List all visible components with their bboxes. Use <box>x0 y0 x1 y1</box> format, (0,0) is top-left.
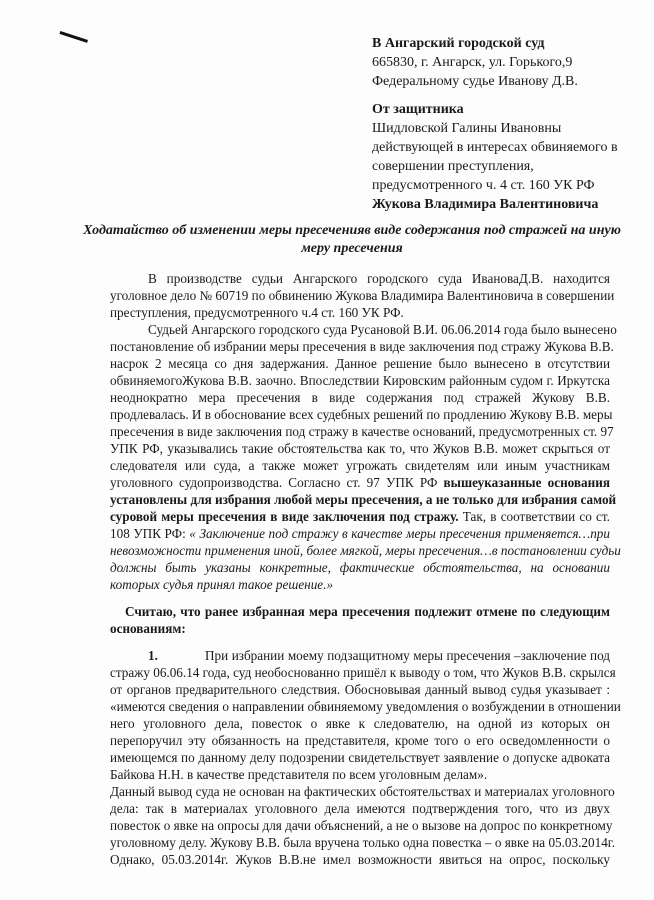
text-line <box>110 620 610 637</box>
accused-name: Жукова Владимира Валентиновича <box>372 197 599 212</box>
pen-stroke-mark <box>60 31 88 42</box>
text-segment: перепоручил эту обязанность на представителя, кроме того о его осведомленности о <box>110 733 610 748</box>
text-line <box>110 304 610 321</box>
text-line <box>110 817 613 834</box>
text-segment: уголовное дело № 60719 по обвинению Жукова Владимира Валентиновича в совершении <box>110 288 615 303</box>
text-segment: которых судья принял такое решение.» <box>110 577 334 592</box>
text-segment: постановление об избрании меры пресечения в виде заключения под стражу Жукова В.В. <box>110 339 614 354</box>
text-segment: неоднократно мера пресечения в виде содержания под стражей Жукову В.В. <box>110 390 610 405</box>
text-line <box>110 389 610 406</box>
text-segment: имеющемся по данному делу подозрении свидетельствует заявление о допуске адвоката <box>110 750 610 765</box>
text-line <box>148 321 617 338</box>
text-line <box>110 698 621 715</box>
text-line <box>110 457 610 474</box>
text-segment: уголовному делу. Жукову В.В. была вручена только одна повестка – о явке на 05.03.2014г. <box>110 835 616 850</box>
text-segment: вышеуказанные основания <box>443 475 610 490</box>
defender-role-1: действующей в интересах обвиняемого в <box>372 140 618 155</box>
text-line <box>110 287 615 304</box>
text-segment: « Заключение под стражу в качестве меры пресечения применяется…при <box>189 526 610 541</box>
text-segment: преступления, предусмотренного ч.4 ст. 160 УК РФ. <box>110 305 404 320</box>
list-number: 1. <box>148 648 158 663</box>
text-segment: уголовного судопроизводства. Согласно ст. 97 УПК РФ <box>110 475 444 490</box>
text-line <box>148 647 610 664</box>
defender-role-3: предусмотренного ч. 4 ст. 160 УК РФ <box>372 178 595 193</box>
text-segment: стражу 06.06.14 года, суд необоснованно пришёл к выводу о том, что Жуков В.В. скрылся <box>110 665 616 680</box>
text-line <box>110 372 610 389</box>
text-line <box>110 681 610 698</box>
text-line <box>125 603 610 620</box>
from-label: От защитника <box>372 102 464 117</box>
text-segment: насрок 2 месяца со дня задержания. Данное решение было вынесено в отсутствии <box>110 356 610 371</box>
text-line <box>110 834 616 851</box>
document-title <box>70 222 634 258</box>
text-segment: обвиняемогоЖукова В.В. заочно. Впоследствии Кировским районным судом г. Иркутска <box>110 373 610 388</box>
text-line <box>110 715 610 732</box>
text-line <box>148 270 610 287</box>
text-segment: При избрании моему подзащитному меры пресечения –заключение под <box>205 648 610 663</box>
text-line <box>110 576 610 593</box>
text-line <box>110 338 614 355</box>
text-segment: дела: так в материалах уголовного дела имеются подтверждения того, что из двух <box>110 801 610 816</box>
text-segment: пресечения в виде заключения под стражу в качестве оснований, предусмотренных ст. 97 <box>110 424 614 439</box>
text-segment: В производстве судьи Ангарского городского суда ИвановаД.В. находится <box>148 271 610 286</box>
text-segment: следователя или суда, а также может угрожать свидетелям или иным участникам <box>110 458 610 473</box>
text-segment: невозможности применения иной, более мягкой, меры пресечения…в постановлении судьи <box>110 543 621 558</box>
text-line <box>110 542 621 559</box>
text-segment: Так, в соответствии со ст. <box>458 509 610 524</box>
defender-name: Шидловской Галины Ивановны <box>372 121 562 136</box>
text-line <box>110 749 610 766</box>
text-segment: Данный вывод суда не основан на фактических обстоятельствах и материалах уголовного <box>110 784 615 799</box>
defender-role-2: совершении преступления, <box>372 159 534 174</box>
text-segment: повесток о явке на опросы для дачи объяснений, а не о вызове на допрос по конкретному <box>110 818 613 833</box>
text-segment: основаниям: <box>110 621 186 636</box>
text-segment: Однако, 05.03.2014г. Жуков В.В.не имел возможности явиться на опрос, поскольку <box>110 852 610 867</box>
text-line <box>110 800 610 817</box>
text-line <box>110 423 614 440</box>
addressee-judge: Федеральному судье Иванову Д.В. <box>372 74 578 89</box>
text-line <box>110 525 610 542</box>
text-line <box>110 355 610 372</box>
text-segment: суровой меры пресечения в виде заключения под стражу. <box>110 509 459 524</box>
title-line-2: меру пресечения <box>301 241 403 256</box>
text-line <box>110 474 610 491</box>
text-segment: от органов предварительного следствия. Обосновывая данный вывод судья указывает : <box>110 682 610 697</box>
text-segment: «имеются сведения о направлении обвиняемому уведомления о возбуждении в отношении <box>110 699 621 714</box>
text-line <box>110 851 610 868</box>
text-line <box>110 491 617 508</box>
text-segment: продлевалась. И в обоснование всех судебных решений по продлению Жукову В.В. меры <box>110 407 613 422</box>
court-address: 665830, г. Ангарск, ул. Горького,9 <box>372 55 573 70</box>
text-segment: него уголовного дела, повесток о явке к следователю, на одной из которых он <box>110 716 610 731</box>
text-segment: Считаю, что ранее избранная мера пресечения подлежит отмене по следующим <box>125 604 610 619</box>
text-line <box>110 406 613 423</box>
addressee-court: В Ангарский городской суд <box>372 36 545 51</box>
text-line <box>110 508 610 525</box>
text-line <box>110 783 615 800</box>
text-segment: установлены для избрания любой меры пресечения, а не только для избрания самой <box>110 492 617 507</box>
text-line <box>110 440 610 457</box>
text-segment: Байкова Н.Н. в качестве представителя по всем уголовным делам». <box>110 767 488 782</box>
text-segment: Судьей Ангарского городского суда Русановой В.И. 06.06.2014 года было вынесено <box>148 322 617 337</box>
text-segment: УПК РФ, указывались такие обстоятельства как то, что Жуков В.В. может скрыться от <box>110 441 610 456</box>
text-line <box>110 664 616 681</box>
text-segment: должны быть указаны конкретные, фактические обстоятельства, на основании <box>110 560 610 575</box>
text-line <box>110 732 610 749</box>
text-line <box>110 559 610 576</box>
text-segment: 108 УПК РФ: <box>110 526 190 541</box>
text-line <box>110 766 610 783</box>
title-line-1: Ходатайство об изменении меры пресеченияв виде содержания под стражей на иную <box>83 223 621 238</box>
